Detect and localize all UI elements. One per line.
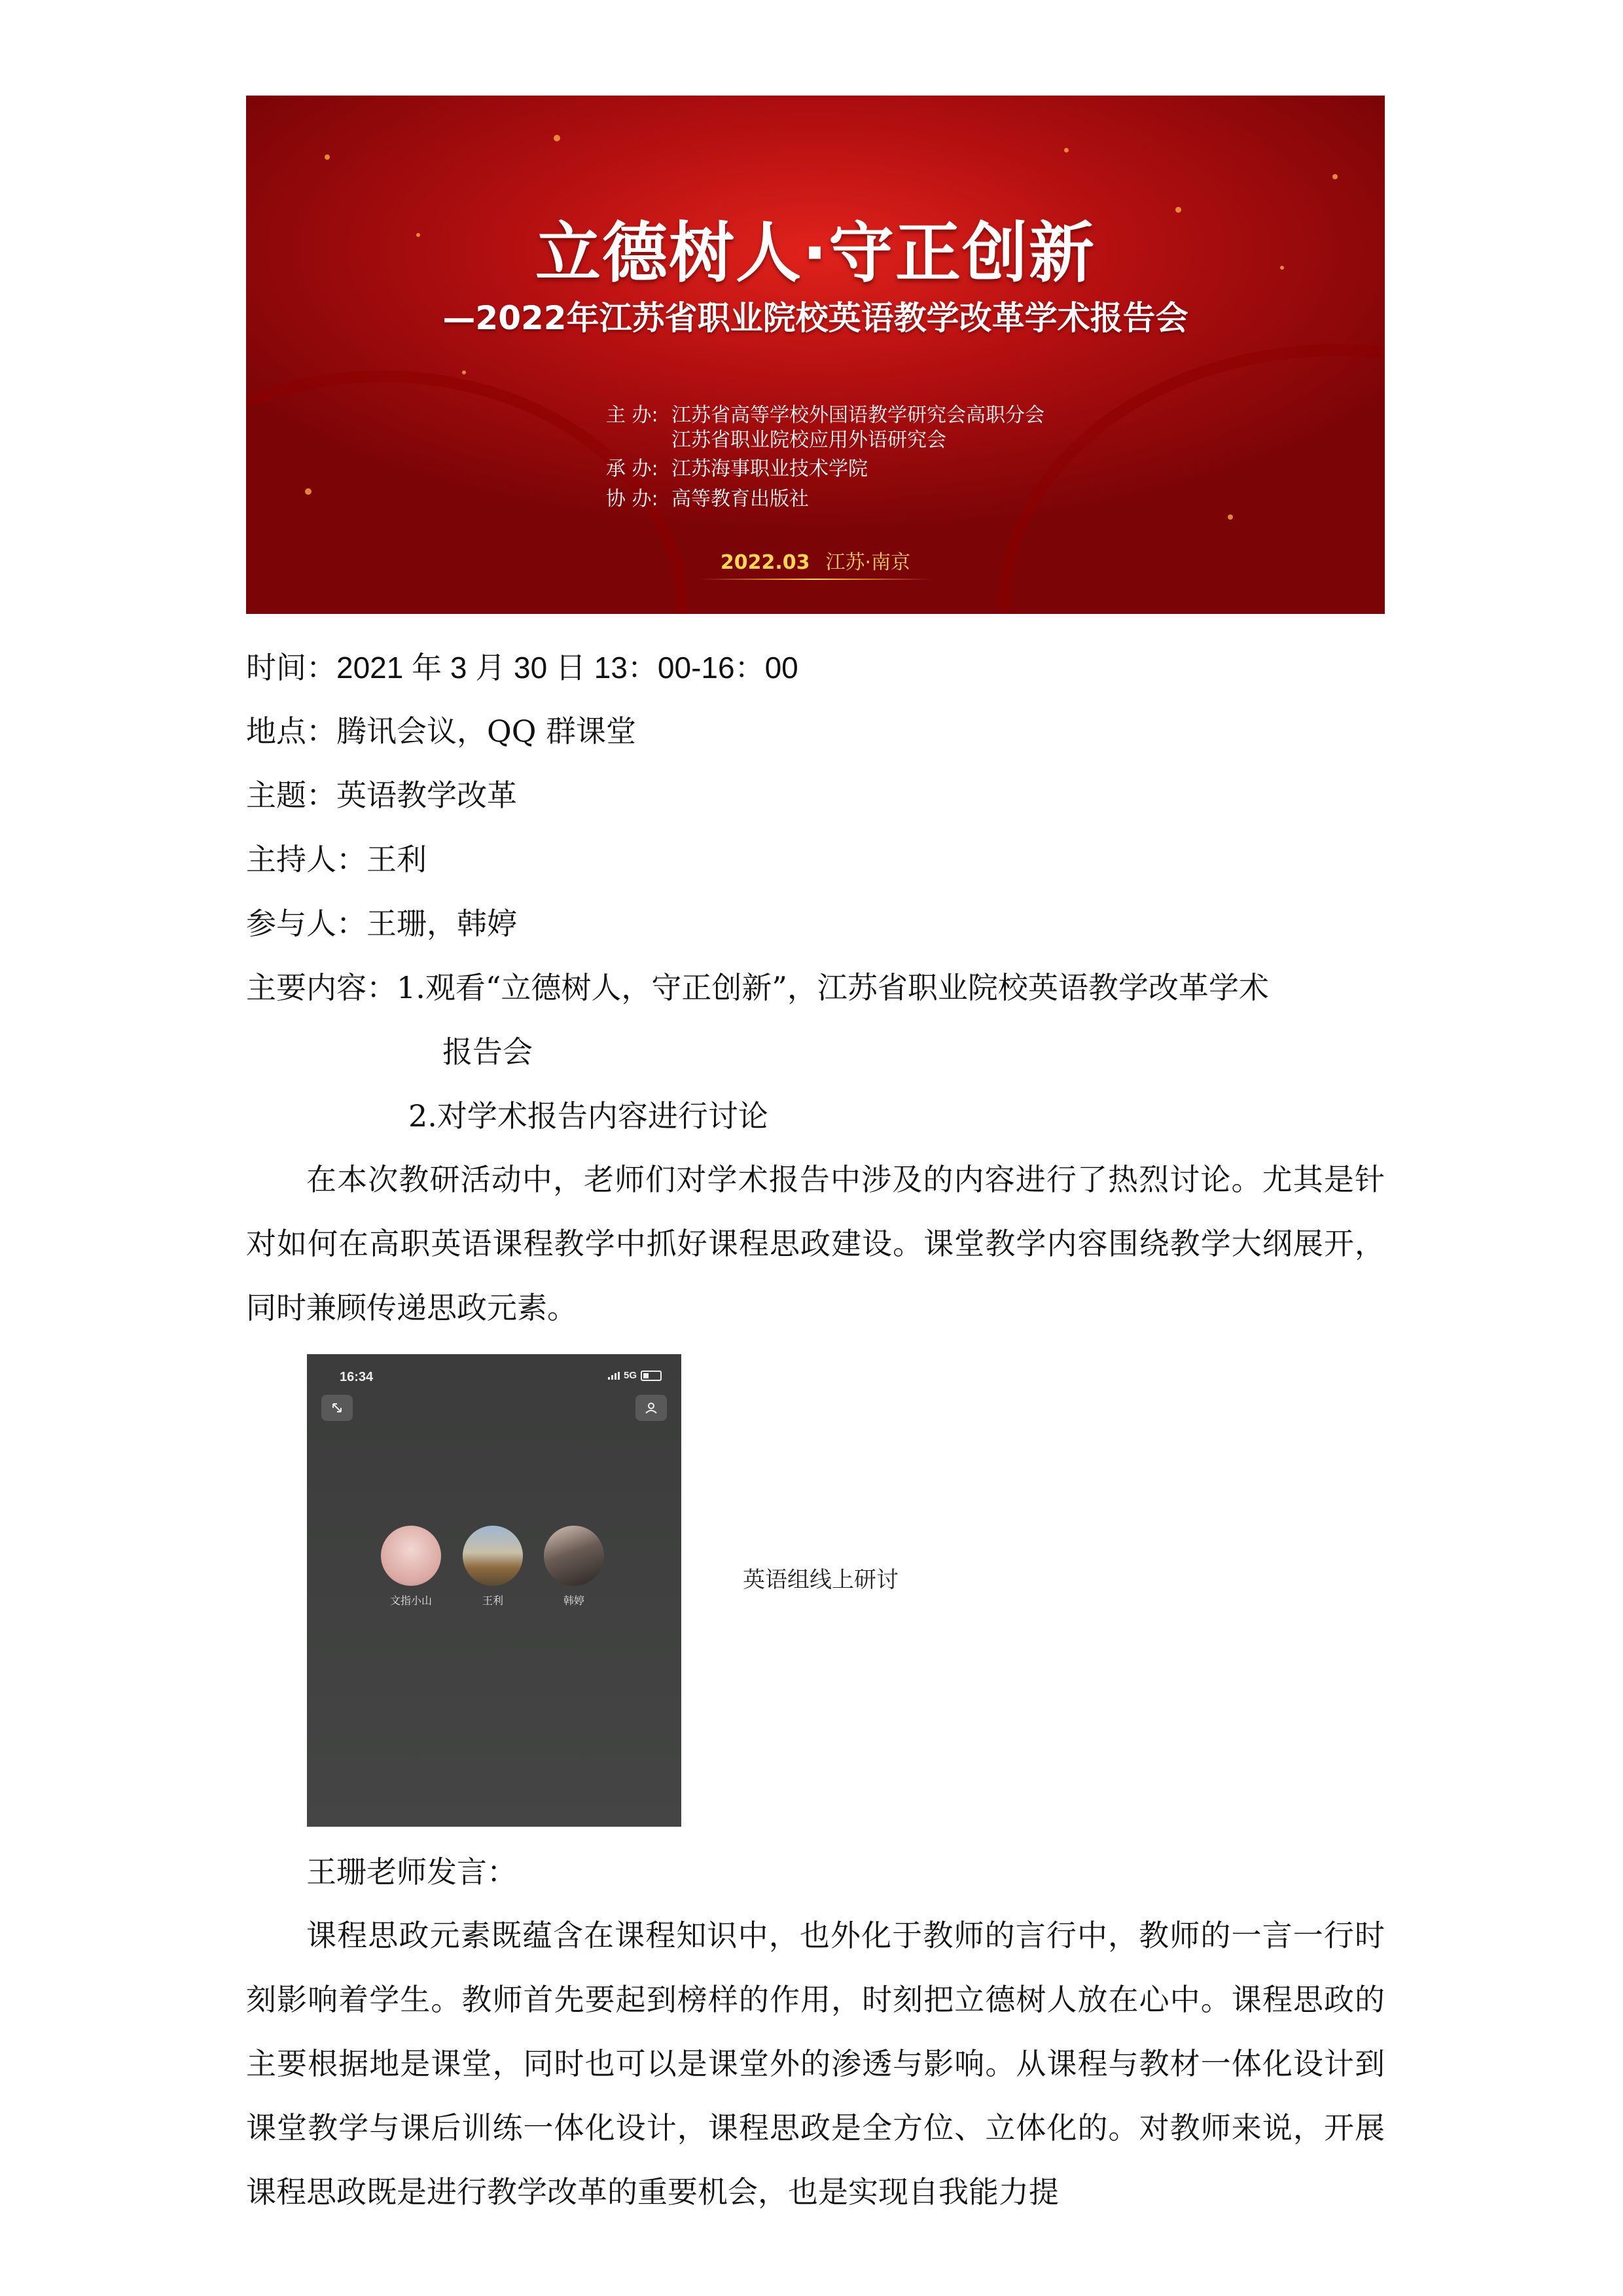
meeting-host — [246, 840, 427, 879]
banner-subtitle: —2022年江苏省职业院校英语教学改革学术报告会 — [442, 299, 1188, 337]
banner-title: 立德树人·守正创新 — [535, 215, 1096, 291]
minimize-icon[interactable] — [321, 1395, 353, 1421]
participants-label: 参与人： — [246, 906, 366, 941]
banner-date-location — [246, 546, 1385, 575]
content-item-1-continued: 报告会 — [442, 1034, 533, 1069]
banner-co-organizer — [606, 487, 809, 512]
banner-divider — [699, 579, 932, 580]
avatar — [463, 1526, 523, 1586]
meeting-participants — [246, 904, 517, 943]
battery-icon — [641, 1371, 662, 1381]
participants-value: 王珊，韩婷 — [366, 906, 517, 941]
place-value: 腾讯会议，QQ 群课堂 — [336, 713, 637, 749]
banner-date: 2022.03 — [720, 551, 810, 574]
time-value: 2021 年 3 月 30 日 13：00-16：00 — [336, 651, 798, 685]
speech-paragraph: 课程思政元素既蕴含在课程知识中，也外化于教师的言行中，教师的一言一行时刻影响着学生。教师首先要起到榜样的作用，时刻把立德树人放在心中。课程思政的主要根据地是课堂，同时也可以是课堂外的渗透与影响。从课程与教材一体化设计到课堂教学与课后训练一体化设计，课程思政是全方位、立体化的。对教师来说，开展课程思政既是进行教学改革的重要机会，也是实现自我能力提 — [246, 1918, 1385, 2210]
banner-spark — [1332, 174, 1338, 179]
participant-name: 韩婷 — [563, 1596, 584, 1607]
signal-icon — [608, 1372, 620, 1380]
organizer-2: 江苏省职业院校应用外语研究会 — [671, 429, 946, 452]
banner-spark — [554, 135, 560, 141]
banner-spark — [1228, 514, 1233, 520]
meeting-place — [246, 711, 636, 751]
place-label: 地点： — [246, 713, 336, 749]
meeting-time — [246, 648, 798, 687]
banner-spark — [305, 488, 312, 495]
phone-time: 16:34 — [340, 1370, 374, 1384]
event-banner-image — [246, 96, 1385, 614]
speech-heading: 王珊老师发言： — [306, 1854, 517, 1890]
meeting-content — [246, 968, 1269, 1007]
host-label: 主持人： — [246, 842, 366, 877]
photo-caption: 英语组线上研讨 — [743, 1567, 899, 1593]
organizer-label: 主 办: — [606, 404, 658, 427]
co-organizer-value: 高等教育出版社 — [671, 488, 809, 511]
banner-spark — [462, 370, 466, 374]
summary-paragraph: 在本次教研活动中，老师们对学术报告中涉及的内容进行了热烈讨论。尤其是针对如何在高职英语课程教学中抓好课程思政建设。课堂教学内容围绕教学大纲展开，同时兼顾传递思政元素。 — [246, 1162, 1385, 1325]
meeting-topic — [246, 776, 517, 815]
organizer-1: 江苏省高等学校外国语教学研究会高职分会 — [671, 404, 1044, 427]
time-label: 时间： — [246, 650, 336, 685]
participant-name: 王利 — [482, 1596, 503, 1607]
banner-organizer-2 — [606, 428, 946, 453]
phone-screenshot — [307, 1354, 681, 1827]
undertaker-label: 承 办: — [606, 457, 658, 480]
topic-value: 英语教学改革 — [336, 778, 517, 813]
phone-status-bar — [608, 1370, 662, 1381]
co-organizer-label: 协 办: — [606, 488, 658, 511]
banner-spark — [325, 154, 330, 160]
banner-undertaker — [606, 457, 868, 482]
content-item-1: 1.观看“立德树人，守正创新”，江苏省职业院校英语教学改革学术 — [397, 970, 1269, 1005]
host-value: 王利 — [366, 842, 427, 877]
member-icon[interactable] — [635, 1395, 667, 1421]
participant-name: 文指小山 — [389, 1596, 432, 1607]
avatar — [544, 1526, 604, 1586]
content-label: 主要内容： — [246, 970, 397, 1005]
topic-label: 主题： — [246, 778, 336, 813]
undertaker-value: 江苏海事职业技术学院 — [671, 457, 868, 480]
content-item-2: 2.对学术报告内容进行讨论 — [408, 1098, 768, 1134]
network-label: 5G — [623, 1370, 637, 1381]
banner-location: 江苏·南京 — [825, 551, 911, 574]
banner-organizer — [606, 403, 1044, 428]
avatar — [381, 1526, 441, 1586]
banner-spark — [1064, 148, 1069, 152]
